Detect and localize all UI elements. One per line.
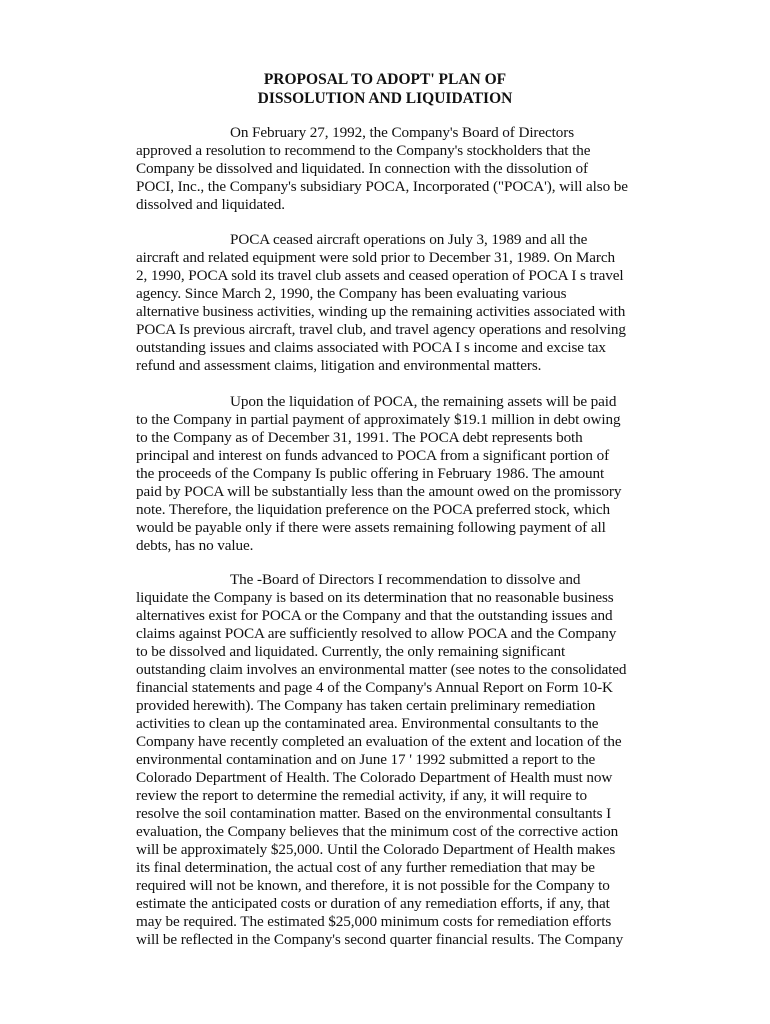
paragraph-4-line-10: Company have recently completed an evaluation of the extent and location of the	[136, 733, 622, 750]
paragraph-3-line-5: the proceeds of the Company Is public offering in February 1986. The amount	[136, 465, 605, 482]
paragraph-3-line-6: paid by POCA will be substantially less than the amount owed on the promissory	[136, 483, 622, 500]
paragraph-2-line-4: agency. Since March 2, 1990, the Company has been evaluating various	[136, 285, 567, 302]
paragraph-2-line-7: outstanding issues and claims associated with POCA I s income and excise tax	[136, 339, 606, 356]
paragraph-3-line-9: debts, has no value.	[136, 537, 254, 554]
paragraph-4-line-15: evaluation, the Company believes that the minimum cost of the corrective action	[136, 823, 619, 840]
paragraph-1-line-3: Company be dissolved and liquidated. In connection with the dissolution of	[136, 160, 588, 177]
paragraph-2-line-3: 2, 1990, POCA sold its travel club assets and ceased operation of POCA I s travel	[136, 267, 624, 284]
paragraph-4-line-5: to be dissolved and liquidated. Currently, the only remaining significant	[136, 643, 566, 660]
paragraph-4-line-11: environmental contamination and on June 17 ' 1992 submitted a report to the	[136, 751, 596, 768]
paragraph-4-line-21: will be reflected in the Company's second quarter financial results. The Company	[136, 931, 624, 948]
paragraph-2-line-1: POCA ceased aircraft operations on July 3, 1989 and all the	[230, 231, 588, 248]
paragraph-4-line-17: its final determination, the actual cost of any further remediation that may be	[136, 859, 595, 876]
paragraph-1-line-5: dissolved and liquidated.	[136, 196, 285, 213]
paragraph-3-line-7: note. Therefore, the liquidation preference on the POCA preferred stock, which	[136, 501, 610, 518]
paragraph-4-line-7: financial statements and page 4 of the Company's Annual Report on Form 10-K	[136, 679, 613, 696]
paragraph-3-line-2: to the Company in partial payment of approximately $19.1 million in debt owing	[136, 411, 621, 428]
paragraph-4-line-14: resolve the soil contamination matter. Based on the environmental consultants I	[136, 805, 612, 822]
paragraph-3-line-4: principal and interest on funds advanced to POCA from a significant portion of	[136, 447, 610, 464]
paragraph-3-line-3: to the Company as of December 31, 1991. The POCA debt represents both	[136, 429, 583, 446]
paragraph-3-line-8: would be payable only if there were assets remaining following payment of all	[136, 519, 606, 536]
paragraph-2-line-6: POCA Is previous aircraft, travel club, and travel agency operations and resolving	[136, 321, 626, 338]
paragraph-4-line-6: outstanding claim involves an environmental matter (see notes to the consolidated	[136, 661, 627, 678]
paragraph-2-line-8: refund and assessment claims, litigation and environmental matters.	[136, 357, 542, 374]
paragraph-1-line-2: approved a resolution to recommend to the Company's stockholders that the	[136, 142, 591, 159]
paragraph-4-line-18: required will not be known, and therefore, it is not possible for the Company to	[136, 877, 610, 894]
paragraph-2-line-5: alternative business activities, winding up the remaining activities associated with	[136, 303, 626, 320]
paragraph-3-line-1: Upon the liquidation of POCA, the remaining assets will be paid	[230, 393, 617, 410]
paragraph-4-line-1: The -Board of Directors I recommendation to dissolve and	[230, 571, 581, 588]
paragraph-1-line-1: On February 27, 1992, the Company's Board of Directors	[230, 124, 575, 141]
paragraph-4-line-13: review the report to determine the remedial activity, if any, it will require to	[136, 787, 587, 804]
paragraph-1-line-4: POCI, Inc., the Company's subsidiary POCA, Incorporated ("POCA'), will also be	[136, 178, 628, 195]
paragraph-4-line-2: liquidate the Company is based on its determination that no reasonable business	[136, 589, 614, 606]
document-title-line-1: PROPOSAL TO ADOPT' PLAN OF	[263, 71, 507, 88]
paragraph-4-line-20: may be required. The estimated $25,000 minimum costs for remediation efforts	[136, 913, 612, 930]
paragraph-2-line-2: aircraft and related equipment were sold prior to December 31, 1989. On March	[136, 249, 615, 266]
paragraph-4-line-12: Colorado Department of Health. The Colorado Department of Health must now	[136, 769, 613, 786]
paragraph-4-line-4: claims against POCA are sufficiently resolved to allow POCA and the Company	[136, 625, 617, 642]
paragraph-4-line-3: alternatives exist for POCA or the Company and that the outstanding issues and	[136, 607, 613, 624]
paragraph-4-line-8: provided herewith). The Company has taken certain preliminary remediation	[136, 697, 596, 714]
paragraph-4-line-19: estimate the anticipated costs or duration of any remediation efforts, if any, that	[136, 895, 610, 912]
document-title-line-2: DISSOLUTION AND LIQUIDATION	[257, 90, 513, 107]
paragraph-4-line-9: activities to clean up the contaminated area. Environmental consultants to the	[136, 715, 599, 732]
paragraph-4-line-16: will be approximately $25,000. Until the Colorado Department of Health makes	[136, 841, 616, 858]
